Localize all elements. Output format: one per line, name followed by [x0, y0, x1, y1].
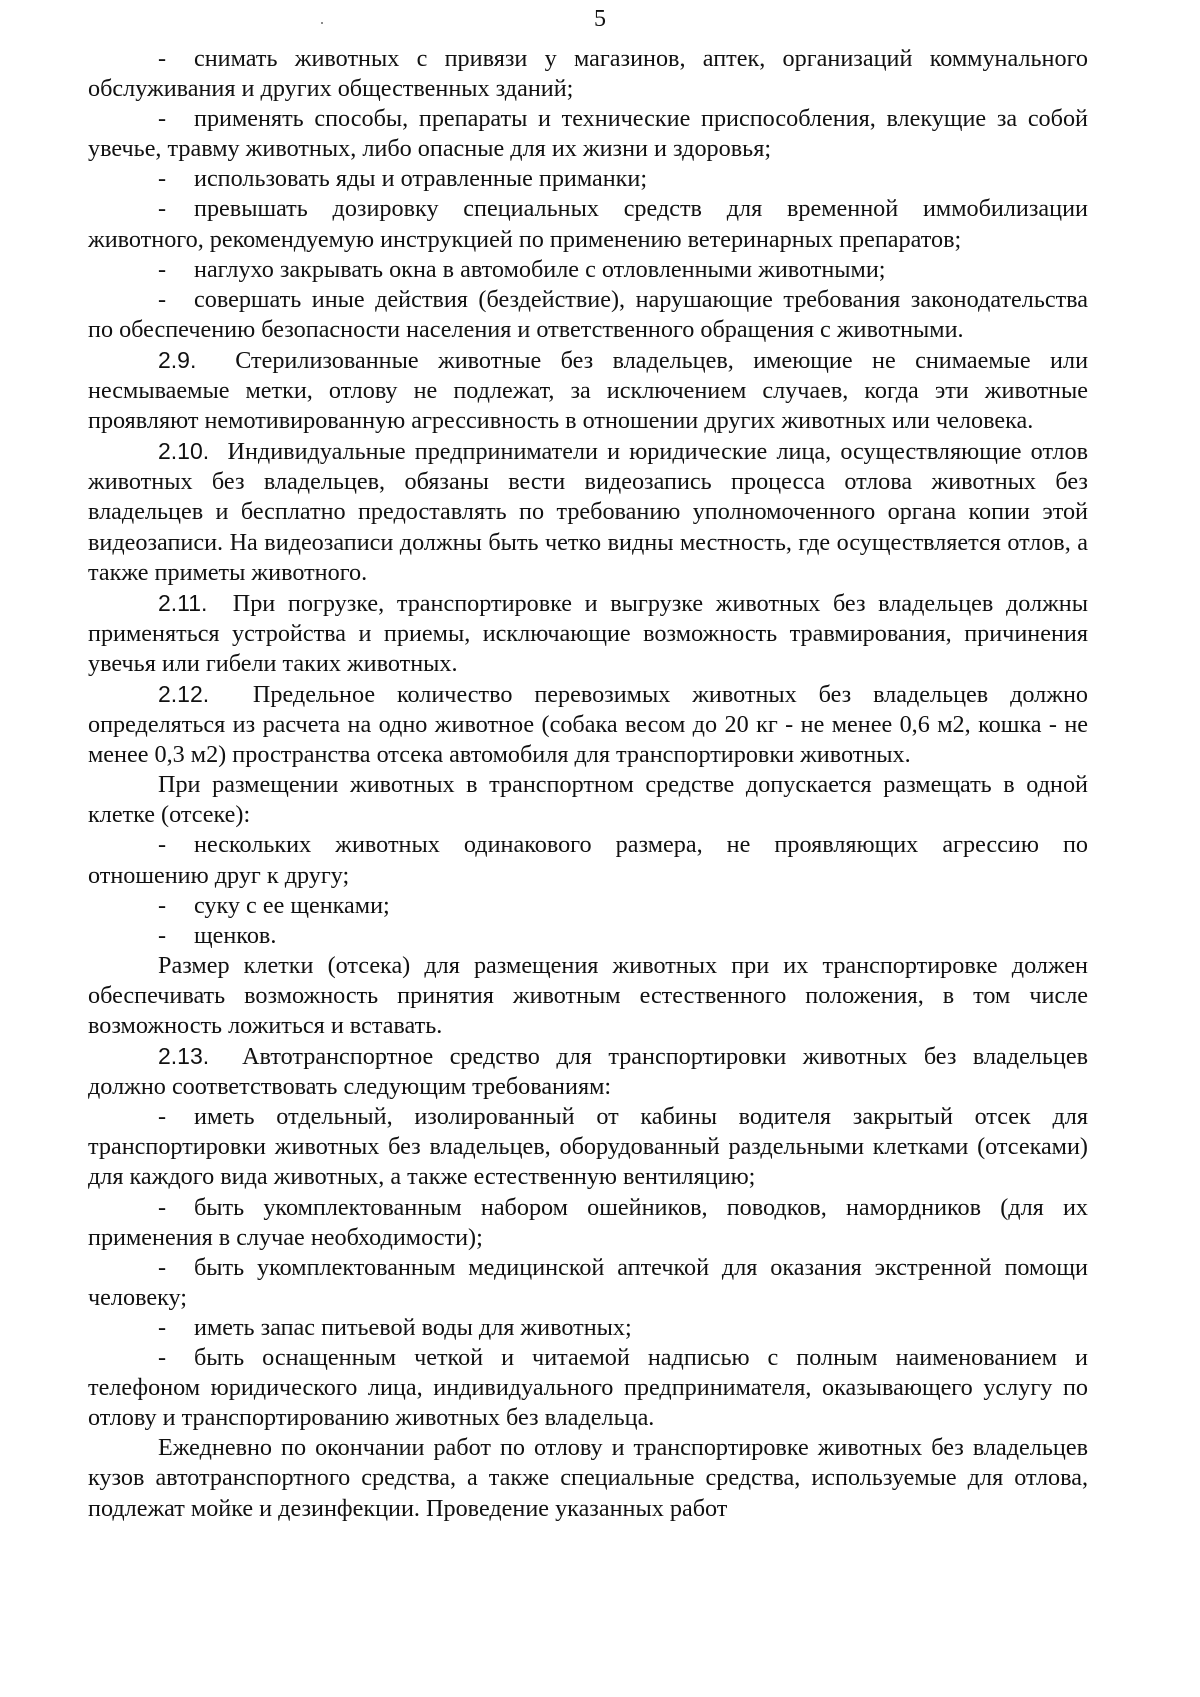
paragraph [88, 1433, 1088, 1523]
list-item [88, 921, 1088, 951]
page-number: 5 [594, 6, 606, 32]
paragraph-text: Ежедневно по окончании работ по отлову и транспортировке животных без владельцев кузов автотранспортного средства, а также специальные средства, используемые для отлова, подлежат мойке и дезинфекции. Проведение указанных работ [88, 1434, 1088, 1522]
clause-number: 2.11. [158, 589, 208, 616]
list-item [88, 164, 1088, 194]
numbered-clause [88, 588, 1088, 679]
list-dash: - [158, 285, 167, 313]
paragraph-text: Предельное количество перевозимых животных без владельцев должно определяться из расчета на одно животное (собака весом до 20 кг - не менее 0,6 м2, кошка - не менее 0,3 м2) пространства отсека автомобиля для транспортировки животных. [88, 680, 1088, 769]
clause-number: 2.13. [158, 1043, 210, 1070]
list-dash: - [158, 921, 167, 949]
list-dash: - [158, 1344, 167, 1372]
list-dash: - [158, 891, 167, 919]
list-dash: - [158, 195, 167, 223]
list-dash: - [158, 1103, 167, 1131]
paragraph-text: иметь запас питьевой воды для животных; [194, 1313, 632, 1341]
list-item [88, 1102, 1088, 1192]
list-dash: - [158, 255, 167, 283]
scan-speck [321, 22, 323, 24]
paragraph-text: иметь отдельный, изолированный от кабины водителя закрытый отсек для транспортировки животных без владельцев, оборудованный раздельными клетками (отсеками) для каждого вида животных, а также естественную вентиляцию; [88, 1103, 1088, 1191]
list-dash: - [158, 831, 167, 859]
list-item [88, 104, 1088, 164]
numbered-clause [88, 436, 1088, 587]
list-item [88, 1313, 1088, 1343]
list-dash: - [158, 1193, 167, 1221]
clause-number: 2.12. [158, 680, 210, 707]
paragraph-text: превышать дозировку специальных средств для временной иммобилизации животного, рекомендуемую инструкцией по применению ветеринарных препаратов; [88, 195, 1088, 253]
paragraph-text: Размер клетки (отсека) для размещения животных при их транспортировке должен обеспечивать возможность принятия животным естественного положения, в том числе возможность ложиться и вставать. [88, 951, 1088, 1039]
paragraph-text: использовать яды и отравленные приманки; [194, 165, 648, 193]
list-item [88, 1343, 1088, 1433]
paragraph-text: нескольких животных одинакового размера, не проявляющих агрессию по отношению друг к другу; [88, 831, 1088, 889]
paragraph-text: совершать иные действия (бездействие), нарушающие требования законодательства по обеспечению безопасности населения и ответственного обращения с животными. [88, 285, 1088, 343]
clause-number: 2.9. [158, 346, 197, 373]
paragraph-text: быть укомплектованным набором ошейников, поводков, намордников (для их применения в случае необходимости); [88, 1193, 1088, 1251]
paragraph-text: Индивидуальные предприниматели и юридические лица, осуществляющие отлов животных без владельцев, обязаны вести видеозапись процесса отлова животных без владельцев и бесплатно предоставлять по требованию уполномоченного органа копии этой видеозаписи. На видеозаписи должны быть четко видны местность, где осуществляется отлов, а также приметы животного. [88, 438, 1088, 586]
list-item [88, 44, 1088, 104]
paragraph-text: быть укомплектованным медицинской аптечкой для оказания экстренной помощи человеку; [88, 1253, 1088, 1311]
list-item [88, 1193, 1088, 1253]
list-item [88, 194, 1088, 254]
list-item [88, 285, 1088, 345]
list-item [88, 891, 1088, 921]
paragraph-text: наглухо закрывать окна в автомобиле с отловленными животными; [194, 255, 886, 283]
numbered-clause [88, 345, 1088, 436]
paragraph [88, 951, 1088, 1041]
paragraph-text: Автотранспортное средство для транспортировки животных без владельцев должно соответствовать следующим требованиям: [88, 1043, 1089, 1101]
clause-number: 2.10. [158, 438, 210, 465]
numbered-clause [88, 1041, 1088, 1102]
paragraph-text: быть оснащенным четкой и читаемой надписью с полным наименованием и телефоном юридического лица, индивидуального предпринимателя, оказывающего услугу по отлову и транспортированию животных без владельца. [88, 1344, 1088, 1432]
paragraph [88, 770, 1088, 830]
list-dash: - [158, 165, 167, 193]
paragraph-text: снимать животных с привязи у магазинов, аптек, организаций коммунального обслуживания и других общественных зданий; [88, 45, 1088, 103]
list-dash: - [158, 45, 167, 72]
paragraph-text: При погрузке, транспортировке и выгрузке животных без владельцев должны применяться устройства и приемы, исключающие возможность травмирования, причинения увечья или гибели таких животных. [88, 589, 1089, 677]
list-item [88, 255, 1088, 285]
list-item [88, 1253, 1088, 1313]
numbered-clause [88, 679, 1088, 770]
paragraph-text: Стерилизованные животные без владельцев, имеющие не снимаемые или несмываемые метки, отлову не подлежат, за исключением случаев, когда эти животные проявляют немотивированную агрессивность в отношении других животных или человека. [88, 346, 1089, 435]
paragraph-text: суку с ее щенками; [194, 891, 390, 919]
paragraph-text: щенков. [194, 921, 277, 949]
list-dash: - [158, 1313, 167, 1341]
document-body [88, 44, 1088, 1524]
list-dash: - [158, 1253, 167, 1281]
list-item [88, 830, 1088, 890]
paragraph-text: При размещении животных в транспортном средстве допускается размещать в одной клетке (отсеке): [88, 771, 1088, 829]
list-dash: - [158, 105, 167, 133]
paragraph-text: применять способы, препараты и технические приспособления, влекущие за собой увечье, травму животных, либо опасные для их жизни и здоровья; [88, 105, 1088, 163]
